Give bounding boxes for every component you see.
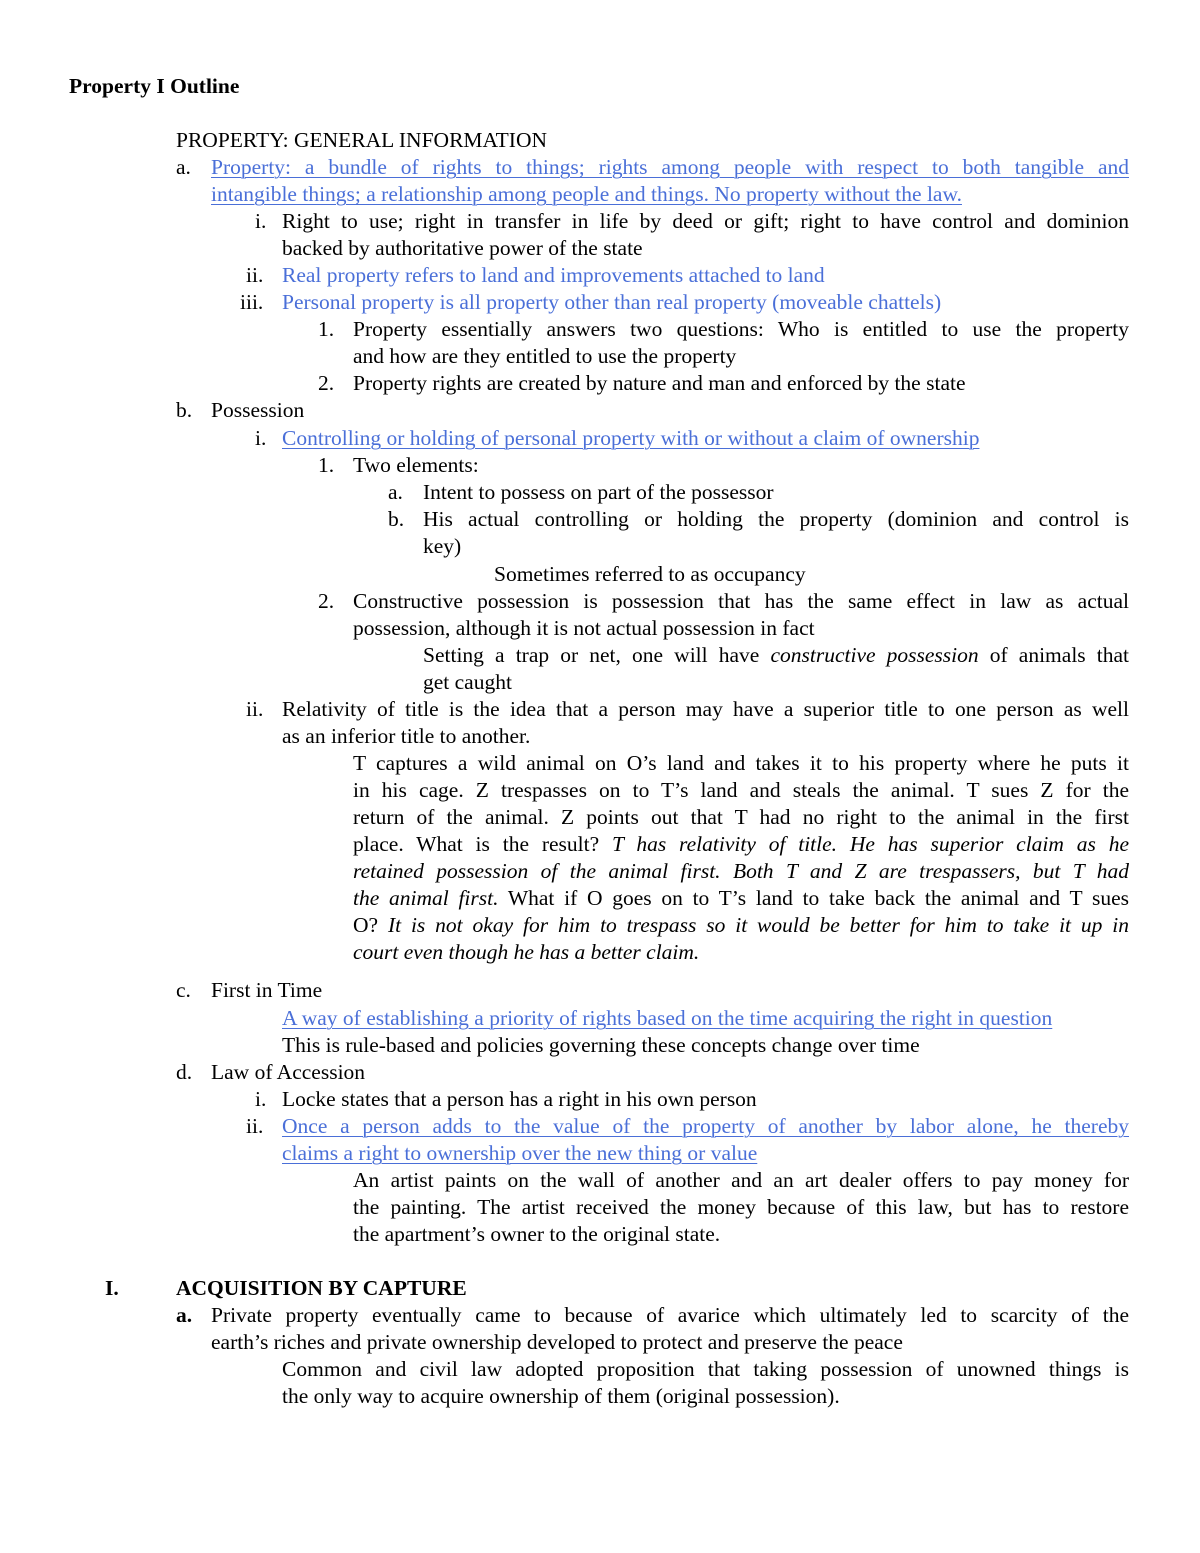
list-marker: d.: [176, 1060, 193, 1084]
example-text: in his cage. Z trespasses on to T’s land and steals the animal. T sues Z for the: [353, 778, 1129, 802]
list-marker: 2.: [318, 371, 335, 395]
example-text: place. What is the result?: [353, 832, 612, 856]
list-marker: i.: [255, 426, 267, 450]
list-marker: ii.: [246, 697, 264, 721]
example-text: of animals that: [978, 643, 1130, 667]
list-marker: 2.: [318, 589, 335, 613]
list-item: Intent to possess on part of the possessor: [423, 480, 774, 504]
list-item: Constructive possession is possession that has the same effect in law as actual: [353, 589, 1129, 613]
list-marker: 1.: [318, 453, 335, 477]
list-item: Locke states that a person has a right in his own person: [282, 1087, 757, 1111]
list-marker: iii.: [240, 290, 264, 314]
list-marker: c.: [176, 978, 191, 1002]
list-item: Relativity of title is the idea that a person may have a superior title to one person as well: [282, 697, 1129, 721]
list-marker: b.: [176, 398, 193, 422]
list-item: Two elements:: [353, 453, 479, 477]
accession-link[interactable]: Once a person adds to the value of the property of another by labor alone, he thereby: [282, 1114, 1129, 1138]
personal-property-item: Personal property is all property other than real property (moveable chattels): [282, 290, 942, 314]
first-in-time-note: This is rule-based and policies governing these concepts change over time: [282, 1033, 920, 1057]
list-marker: 1.: [318, 317, 335, 341]
example-text: the painting. The artist received the money because of this law, but has to restore: [353, 1195, 1129, 1219]
example-emphasis: court even though he has a better claim.: [353, 940, 700, 964]
example-text: return of the animal. Z points out that T had no right to the animal in the first: [353, 805, 1129, 829]
example-emphasis: T has relativity of title. He has superior claim as he: [611, 832, 1129, 856]
possession-definition-link[interactable]: Controlling or holding of personal property with or without a claim of ownership: [282, 426, 980, 450]
example-emphasis: the animal first.: [353, 886, 499, 910]
property-definition-link-cont[interactable]: intangible things; a relationship among people and things. No property without the law.: [211, 182, 962, 206]
list-marker: ii.: [246, 263, 264, 287]
list-marker: i.: [255, 209, 267, 233]
example-text: T captures a wild animal on O’s land and takes it to his property where he puts it: [353, 751, 1129, 775]
list-item: Property essentially answers two questions: Who is entitled to use the property: [353, 317, 1129, 341]
example-text: What if O goes on to T’s land to take back the animal and T sues: [498, 886, 1129, 910]
paragraph-text-cont: the only way to acquire ownership of them (original possession).: [282, 1384, 840, 1408]
example-text: An artist paints on the wall of another and an art dealer offers to pay money for: [353, 1168, 1129, 1192]
example-text: Setting a trap or net, one will have: [423, 643, 771, 667]
list-item-cont: key): [423, 534, 462, 558]
subsection-label-first-in-time: First in Time: [211, 978, 323, 1002]
section-number: I.: [105, 1276, 119, 1300]
first-in-time-link[interactable]: A way of establishing a priority of rights based on the time acquiring the right in question: [282, 1006, 1053, 1030]
list-marker: i.: [255, 1087, 267, 1111]
section-heading-general: PROPERTY: GENERAL INFORMATION: [176, 128, 548, 152]
section-heading-acquisition: ACQUISITION BY CAPTURE: [176, 1276, 467, 1300]
example-line: [353, 912, 1129, 939]
list-marker: a.: [176, 155, 191, 179]
accession-link-cont[interactable]: claims a right to ownership over the new thing or value: [282, 1141, 758, 1165]
paragraph-text: Common and civil law adopted proposition that taking possession of unowned things is: [282, 1357, 1129, 1381]
example-line: [353, 885, 1129, 912]
list-marker: a.: [176, 1303, 193, 1327]
example-line: [353, 831, 1129, 858]
real-property-item: Real property refers to land and improvements attached to land: [282, 263, 825, 287]
list-item-cont: as an inferior title to another.: [282, 724, 531, 748]
subsection-label-possession: Possession: [211, 398, 305, 422]
example-emphasis: retained possession of the animal first. Both T and Z are trespassers, but T had: [353, 859, 1129, 883]
example-trap-cont: get caught: [423, 670, 512, 694]
document-title: Property I Outline: [69, 74, 240, 98]
subsection-label-accession: Law of Accession: [211, 1060, 366, 1084]
list-item: Right to use; right in transfer in life by deed or gift; right to have control and dominion: [282, 209, 1129, 233]
list-marker: b.: [388, 507, 405, 531]
list-item: Property rights are created by nature and man and enforced by the state: [353, 371, 966, 395]
example-text: the apartment’s owner to the original state.: [353, 1222, 721, 1246]
list-item-cont: earth’s riches and private ownership developed to protect and preserve the peace: [211, 1330, 903, 1354]
note-occupancy: Sometimes referred to as occupancy: [494, 562, 806, 586]
example-emphasis: It is not okay for him to trespass so it would be better for him to take it up in: [387, 913, 1129, 937]
list-marker: a.: [388, 480, 403, 504]
list-item: Private property eventually came to because of avarice which ultimately led to scarcity of the: [211, 1303, 1129, 1327]
list-item-cont: backed by authoritative power of the state: [282, 236, 643, 260]
property-definition-link[interactable]: Property: a bundle of rights to things; rights among people with respect to both tangible and: [211, 155, 1129, 179]
example-trap: [423, 642, 1129, 669]
list-item-cont: and how are they entitled to use the property: [353, 344, 737, 368]
example-text: O?: [353, 913, 388, 937]
list-item: His actual controlling or holding the property (dominion and control is: [423, 507, 1129, 531]
list-marker: ii.: [246, 1114, 264, 1138]
list-item-cont: possession, although it is not actual possession in fact: [353, 616, 815, 640]
example-emphasis: constructive possession: [770, 643, 979, 667]
